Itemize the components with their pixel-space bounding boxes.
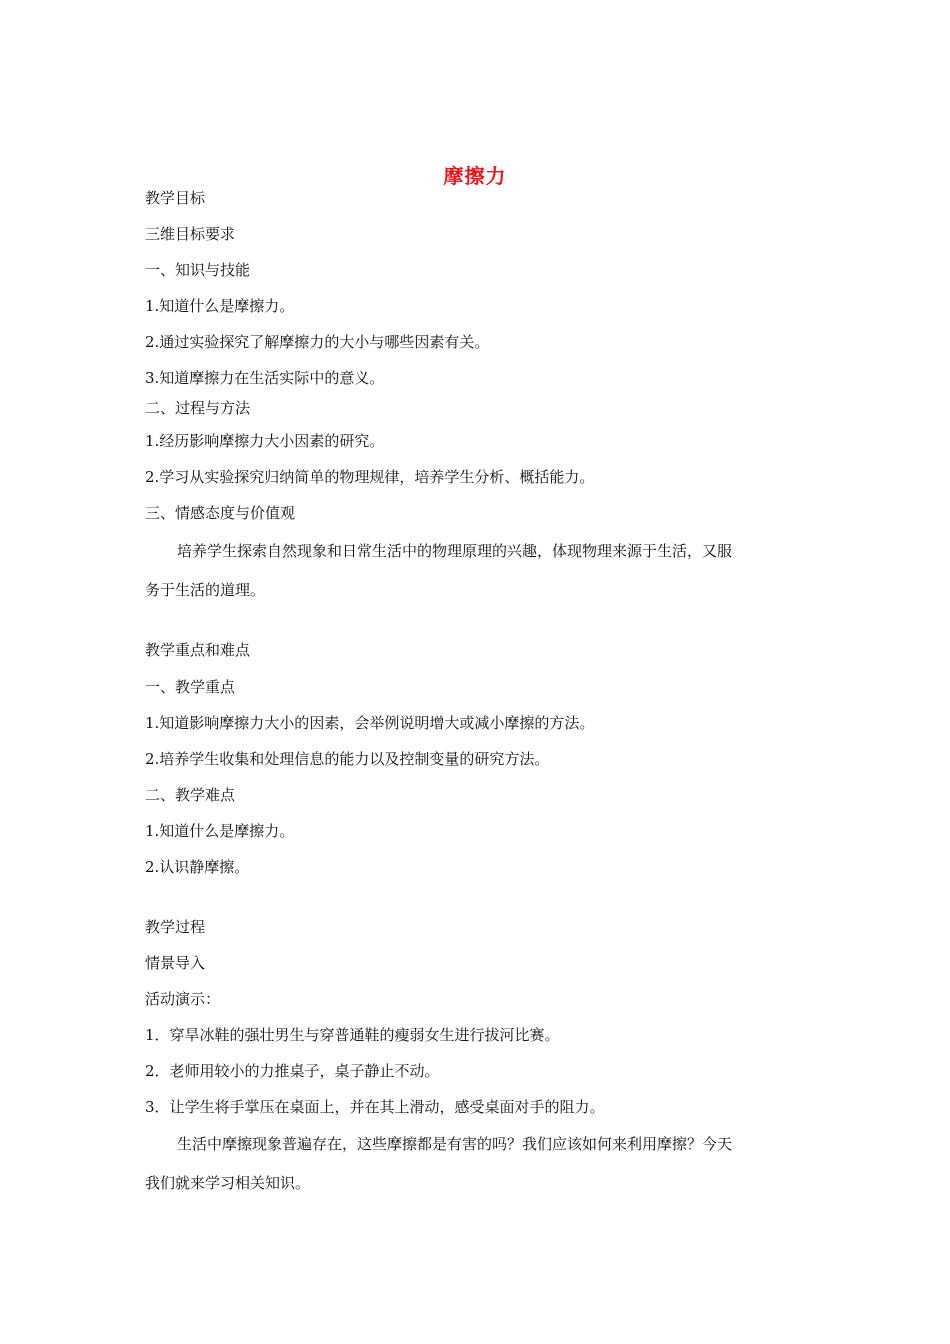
paragraph-line: 培养学生探索自然现象和日常生活中的物理原理的兴趣，体现物理来源于生活，又服	[177, 542, 733, 560]
paragraph-line: 我们就来学习相关知识。	[145, 1174, 311, 1192]
paragraph-line: 生活中摩擦现象普遍存在，这些摩擦都是有害的吗？我们应该如何来利用摩擦？今天	[177, 1135, 733, 1153]
subheading-difficulties: 二、教学难点	[145, 786, 236, 804]
subheading-emotion-values: 三、情感态度与价值观	[145, 504, 296, 522]
subheading-scenario: 情景导入	[145, 954, 206, 972]
subheading-knowledge-skills: 一、知识与技能	[145, 261, 251, 279]
list-item: 2.认识静摩擦。	[145, 858, 250, 876]
list-item: 1．穿旱冰鞋的强壮男生与穿普通鞋的瘦弱女生进行拔河比赛。	[145, 1026, 560, 1044]
document-title: 摩擦力	[443, 164, 507, 188]
subheading-demo: 活动演示：	[145, 990, 221, 1008]
list-item: 1.知道什么是摩擦力。	[145, 822, 295, 840]
list-item: 2．老师用较小的力推桌子，桌子静止不动。	[145, 1062, 440, 1080]
list-item: 2.学习从实验探究归纳简单的物理规律，培养学生分析、概括能力。	[145, 468, 595, 486]
subheading-key-points: 一、教学重点	[145, 678, 236, 696]
list-item: 2.培养学生收集和处理信息的能力以及控制变量的研究方法。	[145, 750, 550, 768]
section-heading-process: 教学过程	[145, 918, 206, 936]
list-item: 3．让学生将手掌压在桌面上，并在其上滑动，感受桌面对手的阻力。	[145, 1098, 605, 1116]
list-item: 1.经历影响摩擦力大小因素的研究。	[145, 432, 385, 450]
section-heading-key-points: 教学重点和难点	[145, 641, 251, 659]
list-item: 2.通过实验探究了解摩擦力的大小与哪些因素有关。	[145, 333, 490, 351]
list-item: 1.知道什么是摩擦力。	[145, 297, 295, 315]
list-item: 1.知道影响摩擦力大小的因素，会举例说明增大或减小摩擦的方法。	[145, 714, 595, 732]
paragraph-line: 务于生活的道理。	[145, 581, 266, 599]
subheading-three-dimensional-goals: 三维目标要求	[145, 225, 236, 243]
subheading-process-methods: 二、过程与方法	[145, 399, 251, 417]
section-heading-objectives: 教学目标	[145, 189, 206, 207]
list-item: 3.知道摩擦力在生活实际中的意义。	[145, 369, 385, 387]
